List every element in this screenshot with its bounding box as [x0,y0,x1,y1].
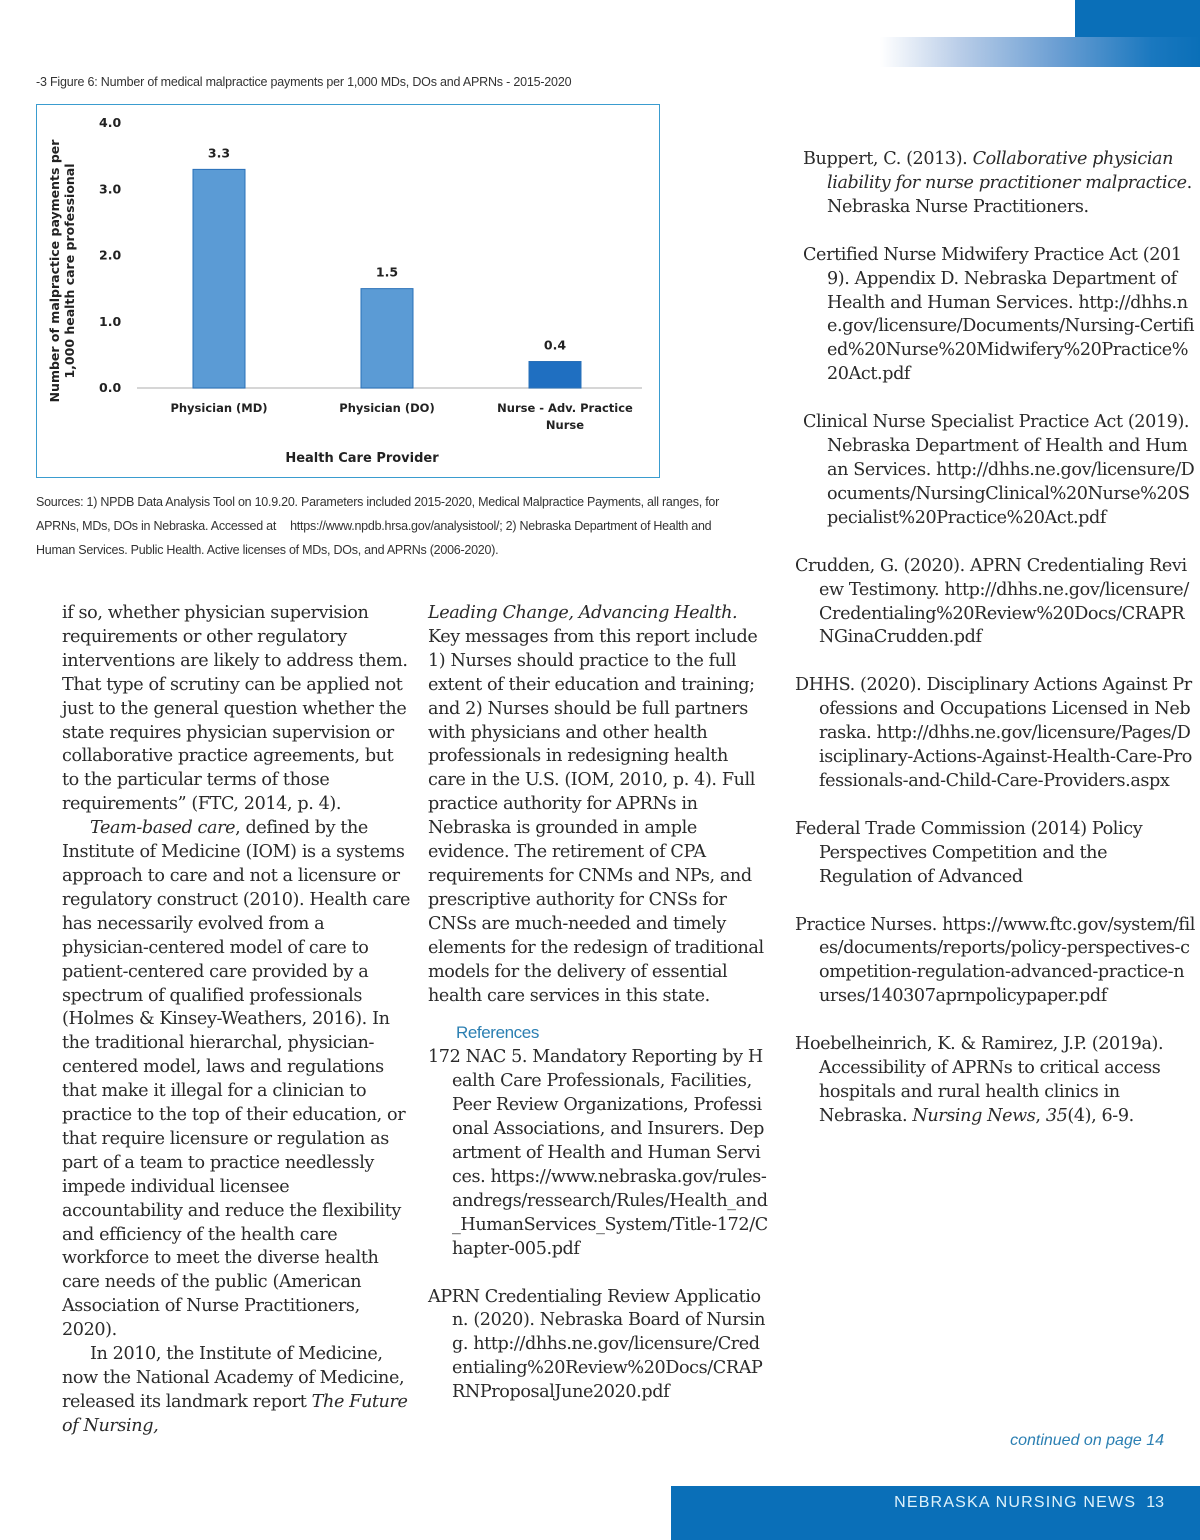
journal-title: Nursing News [912,1105,1036,1126]
report-subtitle: Leading Change, Advancing Health. [428,603,738,623]
reference-172-nac-5: 172 NAC 5. Mandatory Reporting by Health Care Professionals, Facilities, Peer Review Organizations, Professional Associations, and Insurers. Department of Health and Human Services. https://www.nebraska.gov/rules-andregs/ressearch/Rules/Health_and_HumanServices_System/Title-172/Chapter-005.pdf [428,1047,768,1259]
bars [193,145,581,388]
paragraph-text: Key messages from this report include 1) Nurses should practice to the full extent of their education and training; and 2) Nurses should be full partners with physicians and other health professionals in redesigning health care in the U.S. (IOM, 2010, p. 4). Full practice authority for APRNs in Nebraska is grounded in ample evidence. The retirement of CPA requirements for CNMs and NPs, and prescriptive authority for CNSs for CNSs are much-needed and timely elements for the redesign of traditional models for the delivery of essential health care services in this state. [428,626,764,1006]
publication-name: NEBRASKA NURSING NEWS [894,1494,1137,1511]
figure-sources [36,490,736,562]
reference-cns-act: Clinical Nurse Specialist Practice Act (2019). Nebraska Department of Health and Human Services. http://dhhs.ne.gov/licensure/Documents/NursingClinical%20Nurse%20Specialist%20Practice%20Act.pdf [803,412,1195,528]
x-axis-label: Health Care Provider [285,451,439,466]
bar-chart [36,104,660,478]
sources-link[interactable]: https://www.npdb.hrsa.gov/analysistool/; 2) Nebraska Department of Health and [290,519,712,533]
reference-aprn-application: APRN Credentialing Review Application. (2020). Nebraska Board of Nursing. http://dhhs.ne.gov/licensure/Credentialing%20Review%20Docs/CRAPRNProposalJune2020.pdf [428,1286,766,1403]
y-tick-label: 3.0 [99,181,122,197]
x-axis-tick-labels [170,401,633,432]
paragraph-text: , defined by the Institute of Medicine (IOM) is a systems approach to care and not a licensure or regulatory construct (2010). Health care has necessarily evolved from a physician-centered model of care to patient-centered care provided by a spectrum of qualified professionals (Holmes & Kinsey-Weathers, 2016). In the traditional hierarchal, physician-centered model, laws and regulations that make it illegal for a clinician to practice to the top of their education, or that require licensure or regulation as part of a team to practice needlessly impede individual licensee accountability and reduce the flexibility and efficiency of the health care workforce to meet the diverse health care needs of the public (American Association of Nurse Practitioners, 2020). [62,818,410,1341]
reference-text: Hoebelheinrich, K. & Ramirez, J.P. (2019a). Accessibility of APRNs to critical access hospitals and rural health clinics in Nebraska. [795,1034,1164,1126]
body-column-1 [62,602,412,1439]
reference-text: (4), 6-9. [1067,1105,1134,1126]
bar [361,289,413,388]
y-axis-label [47,139,77,403]
x-tick-label: Physician (MD) [170,401,268,415]
sources-line-2a: APRNs, MDs, DOs in Nebraska. Accessed at [36,519,277,533]
reference-buppert [795,148,1195,220]
paragraph-team-based-care [62,817,412,1343]
reference-ftc-continued: Practice Nurses. https://www.ftc.gov/system/files/documents/reports/policy-perspectives-competition-regulation-advanced-practice-nurses/140307aprnpolicypaper.pdf [795,914,1195,1007]
page-number: 13 [1146,1494,1164,1511]
footer-bar [671,1486,1200,1540]
reference-title: Collaborative physician liability for nurse practitioner malpractice [827,149,1187,193]
x-tick-label: Physician (DO) [339,401,435,415]
reference-text: Buppert, C. (2013). [803,149,973,169]
report-title: The Future of Nursing, [62,1391,408,1436]
header-gradient-bar [880,37,1200,67]
paragraph-key-messages [428,602,768,1008]
y-axis-label-line-2: 1,000 health care professional [62,163,77,379]
x-tick-label: Nurse [545,418,585,432]
body-column-2 [428,602,768,1405]
reference-crudden: Crudden, G. (2020). APRN Credentialing Review Testimony. http://dhhs.ne.gov/licensure/Credentialing%20Review%20Docs/CRAPRNGinaCrudden.pdf [795,555,1189,648]
term-team-based-care: Team-based care [90,818,236,839]
reference-dhhs: DHHS. (2020). Disciplinary Actions Against Professions and Occupations Licensed in Nebraska. http://dhhs.ne.gov/licensure/Pages/Disciplinary-Actions-Against-Health-Care-Professionals-and-Child-Care-Providers.aspx [795,675,1192,791]
x-tick-label: Nurse - Adv. Practice [497,401,633,415]
reference-cnm-act: Certified Nurse Midwifery Practice Act (2019). Appendix D. Nebraska Department of Health and Human Services. http://dhhs.ne.gov/licensure/Documents/Nursing-Certified%20Nurse%20Midwifery%20Practice%20Act.pdf [803,244,1195,385]
y-axis-ticks [99,115,121,395]
footer-text [894,1494,1164,1512]
y-tick-label: 4.0 [99,115,122,130]
paragraph-ftc-quote: if so, whether physician supervision requirements or other regulatory interventions are likely to address them. That type of scrutiny can be applied not just to the general question whether the state requires physician supervision or collaborative practice agreements, but to the particular terms of those requirements” (FTC, 2014, p. 4). [62,603,408,815]
y-axis-label-line-1: Number of malpractice payments per [47,139,62,403]
bar [193,169,245,388]
bar-value-label: 3.3 [207,145,231,161]
bar-value-label: 0.4 [543,337,567,353]
bar-value-label: 1.5 [375,264,399,280]
reference-hoebelheinrich [795,1033,1195,1129]
continued-notice: continued on page 14 [1010,1432,1164,1449]
sources-line-1: Sources: 1) NPDB Data Analysis Tool on 10.9.20. Parameters included 2015-2020, Medical Malpractice Payments, all ranges, for [36,495,720,509]
header-color-block [1075,0,1200,37]
bar [529,362,581,389]
y-tick-label: 0.0 [99,380,122,395]
y-tick-label: 1.0 [99,313,122,329]
reference-text: , [1035,1105,1046,1126]
sources-line-3: Human Services. Public Health. Active licenses of MDs, DOs, and APRNs (2006-2020). [36,543,499,557]
reference-text: . Nebraska Nurse Practitioners. [827,172,1192,217]
paragraph-iom-2010 [62,1343,412,1439]
paragraph-text: In 2010, the Institute of Medicine, now the National Academy of Medicine, released its landmark report [62,1344,405,1412]
y-tick-label: 2.0 [99,247,122,263]
figure-caption: -3 Figure 6: Number of medical malpractice payments per 1,000 MDs, DOs and APRNs - 2015-2020 [36,75,572,89]
references-heading: References [456,1023,539,1043]
reference-ftc: Federal Trade Commission (2014) Policy Perspectives Competition and the Regulation of Advanced [795,818,1143,887]
chart-svg [37,105,658,476]
journal-volume: 35 [1045,1105,1068,1126]
body-column-3 [795,148,1195,1129]
